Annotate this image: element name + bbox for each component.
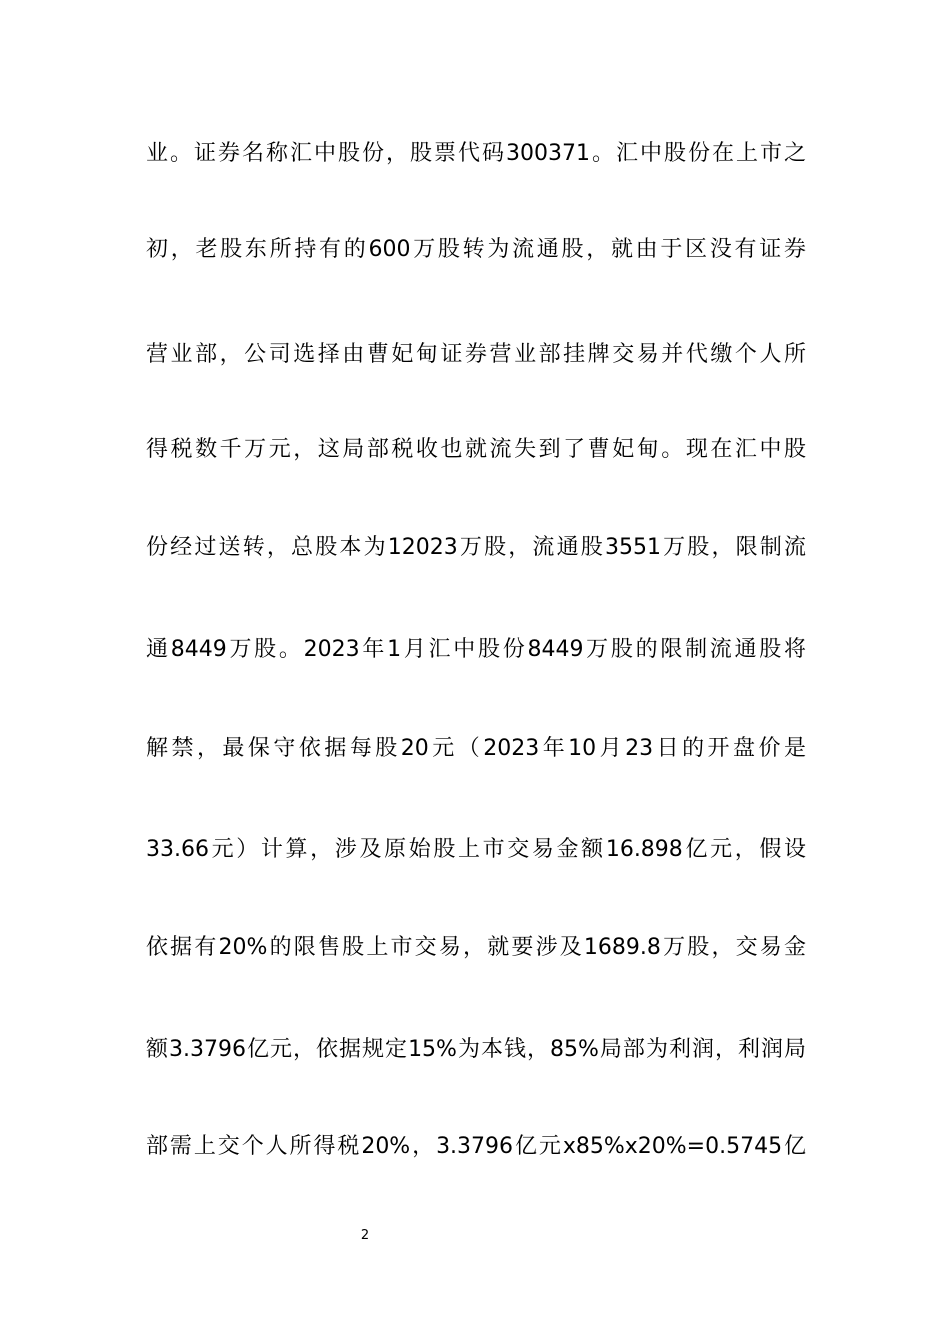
text-line-7: 解禁，最保守依据每股20元（2023年10月23日的开盘价是: [146, 736, 806, 761]
text-line-5: 份经过送转，总股本为12023万股，流通股3551万股，限制流: [146, 535, 806, 560]
page-number: 2: [360, 1228, 370, 1243]
text-line-9: 依据有20%的限售股上市交易，就要涉及1689.8万股，交易金: [146, 935, 806, 960]
text-line-4: 得税数千万元，这局部税收也就流失到了曹妃甸。现在汇中股: [146, 437, 806, 462]
text-line-10: 额3.3796亿元，依据规定15%为本钱，85%局部为利润，利润局: [146, 1037, 806, 1062]
text-line-8: 33.66元）计算，涉及原始股上市交易金额16.898亿元，假设: [146, 837, 806, 862]
text-line-1: 业。证券名称汇中股份，股票代码300371。汇中股份在上市之: [146, 141, 806, 166]
text-line-3: 营业部，公司选择由曹妃甸证券营业部挂牌交易并代缴个人所: [146, 342, 806, 367]
text-line-6: 通8449万股。2023年1月汇中股份8449万股的限制流通股将: [146, 637, 806, 662]
text-line-11: 部需上交个人所得税20%，3.3796亿元x85%x20%=0.5745亿: [146, 1134, 806, 1159]
text-line-2: 初，老股东所持有的600万股转为流通股，就由于区没有证券: [146, 237, 806, 262]
